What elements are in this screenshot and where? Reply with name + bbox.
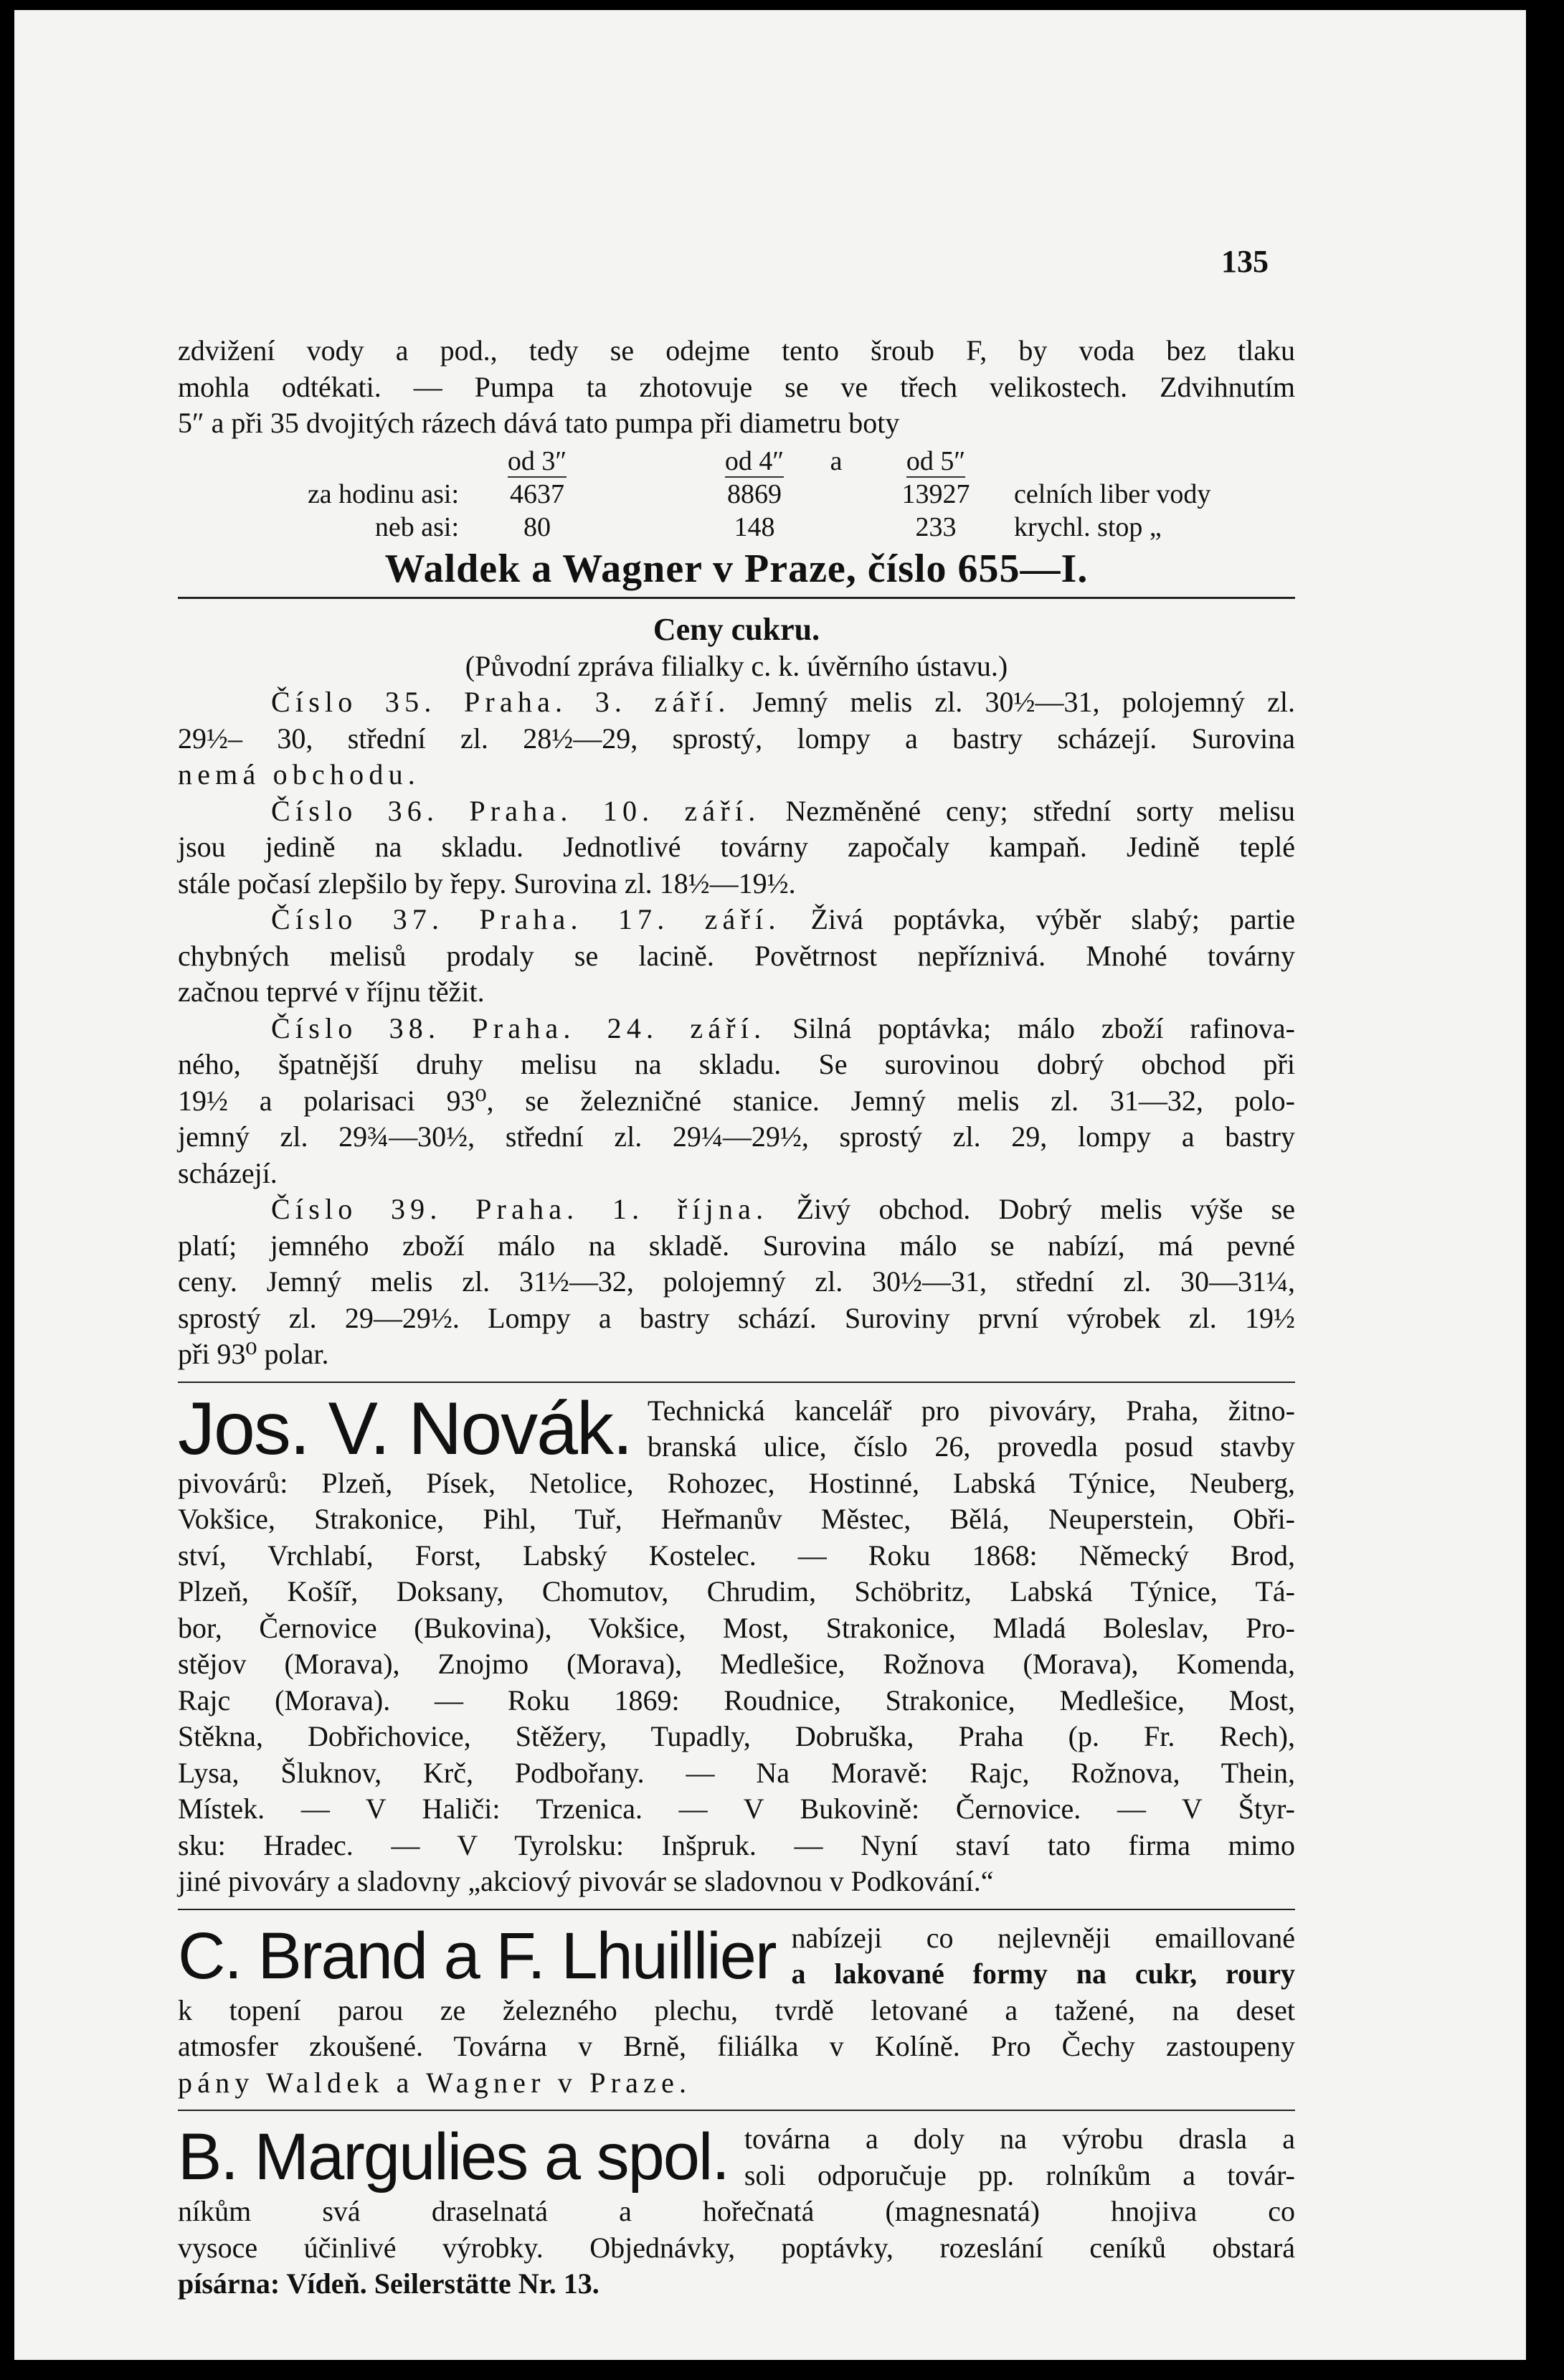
ad-line: písárna: Vídeň. Seilerstätte Nr. 13. [178,2267,599,2300]
ad-line: jiné pivováry a sladovny „akciový pivovár se sladovnou v Podkování.“ [178,1865,994,1897]
pump-capacity-table [178,445,1219,544]
table-header-row [178,445,1219,478]
ad-margulies [178,2121,1295,2303]
report-line: Číslo 35. Praha. 3. září. Jemný melis zl. 30½—31, polojemný zl. [271,686,1295,718]
report-line: platí; jemného zboží málo na skladě. Surovina málo se nabízí, má pevné [178,1229,1295,1262]
advertiser-name: B. Margulies a spol. [178,2120,729,2194]
report-line: Číslo 38. Praha. 24. září. Silná poptávka; málo zboží rafinova- [271,1011,1295,1044]
price-report [178,902,1295,1011]
report-lead: Číslo 36. Praha. 10. září. [271,794,761,827]
report-line: stále počasí zlepšilo by řepy. Surovina zl. 18½—19½. [178,866,796,899]
report-lead: Číslo 38. Praha. 24. září. [271,1011,767,1044]
report-line: jsou jedině na skladu. Jednotlivé továrny započaly kampaň. Jedině teplé [178,831,1295,863]
price-report [178,684,1295,793]
pump-intro-line: zdvižení vody a pod., tedy se odejme tento šroub F, by voda bez tlaku [178,334,1295,367]
divider [178,2110,1295,2111]
report-line: 19½ a polarisaci 93⁰, se železničné stanice. Jemný melis zl. 31—32, polo- [178,1084,1295,1117]
section-subtitle: (Původní zpráva filialky c. k. úvěrního ústavu.) [465,649,1008,682]
table-row [178,478,1219,511]
report-line: 29½– 30, střední zl. 28½—29, sprostý, lompy a bastry scházejí. Surovina [178,722,1295,755]
ad-line: Místek. — V Haliči: Trzenica. — V Bukovině: Černovice. — V Štyr- [178,1793,1295,1825]
ad-line: Lysa, Šluknov, Krč, Podbořany. — Na Moravě: Rajc, Rožnova, Thein, [178,1756,1295,1789]
report-line: při 93⁰ polar. [178,1338,329,1370]
table-header: od 4″ [724,445,785,476]
report-line: nemá obchodu. [178,758,420,790]
ad-head-line: a lakované formy na cukr, roury [791,1958,1295,1990]
table-cell: 80 [523,511,551,542]
table-cell: 148 [734,511,775,542]
ad-line: pivovárů: Plzeň, Písek, Netolice, Rohozec, Hostinné, Labská Týnice, Neuberg, [178,1466,1295,1499]
report-line: Číslo 36. Praha. 10. září. Nezměněné ceny; střední sorty melisu [271,794,1295,827]
row-label: neb asi: [374,511,459,542]
ad-head-line: továrna a doly na výrobu drasla a [744,2122,1295,2155]
row-label: za hodinu asi: [307,478,459,509]
report-line: sprostý zl. 29—29½. Lompy a bastry schází. Suroviny první výrobek zl. 19½ [178,1301,1295,1334]
ad-head-line: Technická kancelář pro pivováry, Praha, žitno- [647,1394,1295,1427]
ad-line: bor, Černovice (Bukovina), Vokšice, Most, Strakonice, Mladá Boleslav, Pro- [178,1611,1295,1644]
report-lead: Číslo 39. Praha. 1. října. [271,1193,769,1225]
table-cell: 13927 [901,478,970,509]
report-line: jemný zl. 29¾—30½, střední zl. 29¼—29½, sprostý zl. 29, lompy a bastry [178,1120,1295,1153]
ad-novak [178,1387,1295,1900]
ad-line: Vokšice, Strakonice, Pihl, Tuř, Heřmanův Městec, Bělá, Neuperstein, Obři- [178,1503,1295,1535]
ad-head-line: nabízeji co nejlevněji emaillované [791,1921,1295,1954]
ad-line: atmosfer zkoušené. Továrna v Brně, filiálka v Kolíně. Pro Čechy zastoupeny [178,2030,1295,2062]
ad-line: vysoce účinlivé výrobky. Objednávky, poptávky, rozeslání ceníků obstará [178,2231,1295,2264]
row-unit: krychl. stop „ [1014,511,1162,542]
ad-line: sku: Hradec. — V Tyrolsku: Inšpruk. — Nyní staví tato firma mimo [178,1828,1295,1861]
table-row [178,511,1219,544]
report-line: Číslo 39. Praha. 1. října. Živý obchod. Dobrý melis výše se [271,1193,1295,1225]
table-header: od 5″ [906,445,966,476]
report-line: ceny. Jemný melis zl. 31½—32, polojemný zl. 30½—31, střední zl. 30—31¼, [178,1265,1295,1298]
ad-head-line: branská ulice, číslo 26, provedla posud stavby [647,1430,1295,1463]
ad-line: ství, Vrchlabí, Forst, Labský Kostelec. — Roku 1868: Německý Brod, [178,1539,1295,1572]
table-header: a [830,445,843,476]
report-line: ného, špatnější druhy melisu na skladu. Se surovinou dobrý obchod při [178,1048,1295,1080]
report-lead: Číslo 35. Praha. 3. září. [271,686,731,718]
pump-intro-line: mohla odtékati. — Pumpa ta zhotovuje se ve třech velikostech. Zdvihnutím [178,370,1295,403]
pump-section [178,333,1295,591]
advertiser-name: C. Brand a F. Lhuillier [178,1919,776,1993]
report-line: Číslo 37. Praha. 17. září. Živá poptávka, výběr slabý; partie [271,903,1295,935]
table-cell: 233 [915,511,957,542]
report-lead: Číslo 37. Praha. 17. září. [271,903,781,935]
pump-intro-line: 5″ a při 35 dvojitých rázech dává tato pumpa při diametru boty [178,407,900,439]
sugar-prices-section [178,612,1295,1373]
table-header: od 3″ [507,445,567,476]
table-cell: 4637 [510,478,564,509]
divider [178,1909,1295,1910]
company-name: Waldek a Wagner v Praze, číslo 655—I. [384,546,1089,591]
scanned-page [14,10,1526,2360]
ad-line: níkům svá draselnatá a hořečnatá (magnesnatá) hnojiva co [178,2195,1295,2227]
report-line: začnou teprvé v říjnu těžit. [178,976,485,1008]
row-unit: celních liber vody [1014,478,1211,509]
price-report [178,1191,1295,1373]
report-line: chybných melisů prodaly se lacině. Povětrnost nepříznivá. Mnohé továrny [178,939,1295,972]
ad-line: Plzeň, Košíř, Doksany, Chomutov, Chrudim, Schöbritz, Labská Týnice, Tá- [178,1575,1295,1607]
divider [178,1382,1295,1383]
ad-line: k topení parou ze železného plechu, tvrdě letované a tažené, na deset [178,1993,1295,2026]
ad-line: stějov (Morava), Znojmo (Morava), Medlešice, Rožnova (Morava), Komenda, [178,1648,1295,1680]
advertiser-name: Jos. V. Novák. [178,1387,632,1470]
table-cell: 8869 [727,478,782,509]
ad-line: Stěkna, Dobřichovice, Stěžery, Tupadly, Dobruška, Praha (p. Fr. Rech), [178,1720,1295,1752]
page-content [178,333,1295,2303]
ad-brand-lhuillier [178,1920,1295,2102]
report-line: scházejí. [178,1156,278,1189]
ad-line: Rajc (Morava). — Roku 1869: Roudnice, Strakonice, Medlešice, Most, [178,1684,1295,1716]
price-report [178,793,1295,902]
page-number: 135 [1221,244,1269,279]
ad-head-line: soli odporučuje pp. rolníkům a továr- [744,2158,1295,2191]
section-title: Ceny cukru. [653,612,820,647]
ad-line: pány Waldek a Wagner v Praze. [178,2066,692,2099]
price-report [178,1011,1295,1192]
divider [178,597,1295,599]
